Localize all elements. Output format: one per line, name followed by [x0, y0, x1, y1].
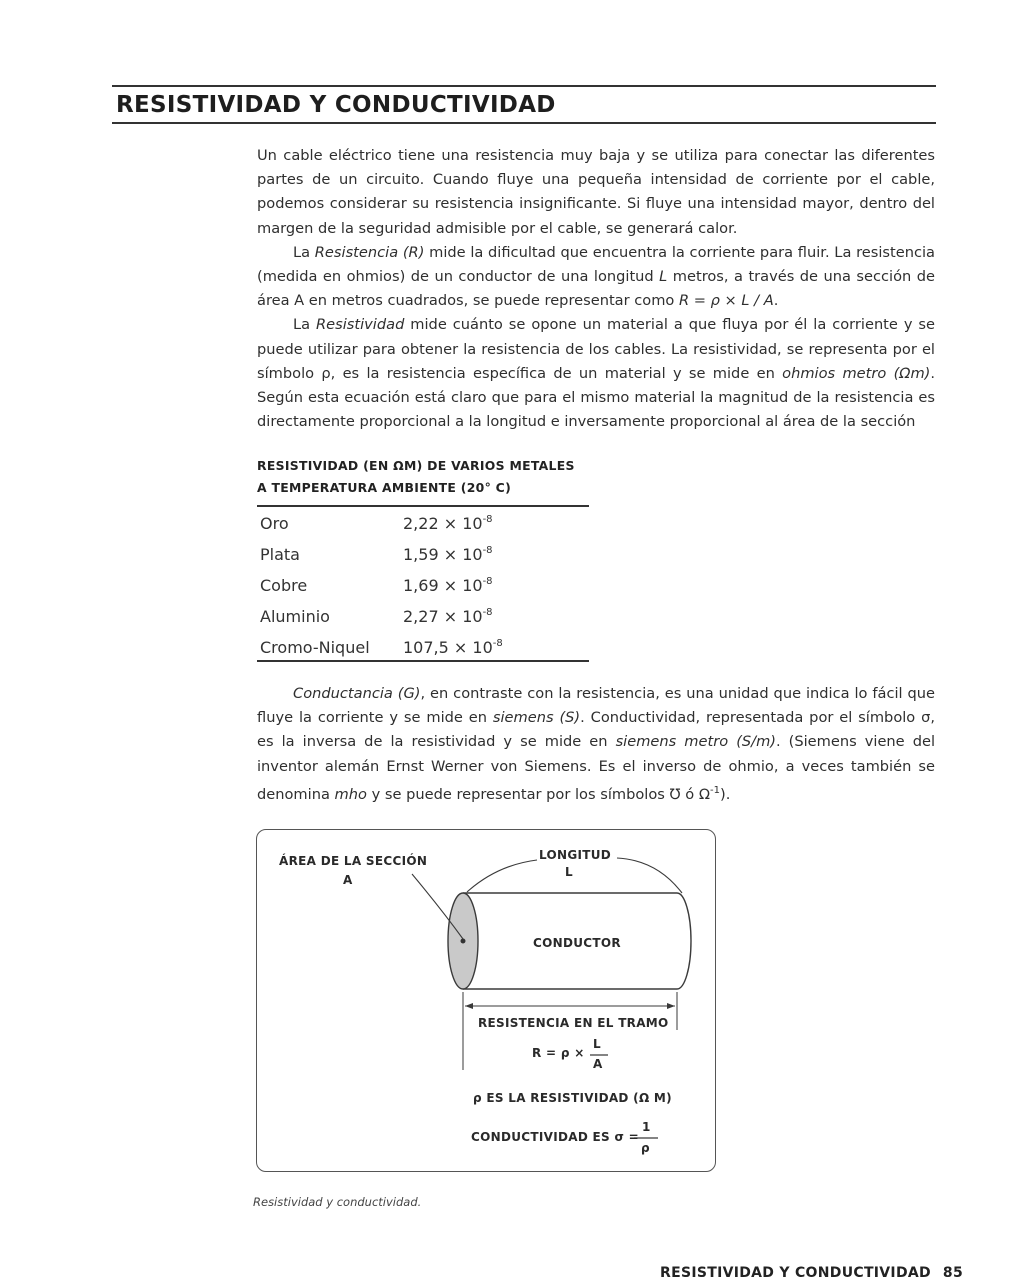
resistivity-value: $1,69 \times 10^{-8}$ [403, 576, 493, 595]
conductance-paragraph: Conductancia (G), en contraste con la resistencia, es una unidad que indica lo fácil que fluye la corriente y se mide en siemens (S). Conductividad, representada por el símbolo σ, es la inversa de la resistividad y se mide en siemens metro (S/m). (Siemens viene del inventor alemán Ernst Werner von Siemens. Es el inverso de ohmio, a veces también se denomina mho y se puede representar por los símbolos ℧ ó $\Omega^{-1}$). [257, 685, 935, 803]
conductivity-denominator: ρ [641, 1141, 650, 1155]
figure-caption: Resistividad y conductividad. [253, 1195, 422, 1209]
title-rule-bottom [112, 122, 936, 124]
page-number: 85 [942, 1265, 964, 1281]
section-point [461, 939, 466, 944]
intro-paragraph-1: Un cable eléctrico tiene una resistencia muy baja y se utiliza para conectar las diferentes partes de un circuito. Cuando fluye una pequeña intensidad de corriente por el cable, podemos considerar su resistencia insignificante. Si fluye una intensidad mayor, dentro del margen de la seguridad admisible por el cable, se generará calor. [257, 147, 935, 237]
title-rule-top [112, 85, 936, 87]
conductance-text [257, 682, 935, 807]
table-row [260, 539, 590, 570]
resistivity-value: $2,27 \times 10^{-8}$ [403, 607, 493, 626]
resistance-formula: R = ρ × [532, 1046, 585, 1060]
resistivity-value: $107,5 \times 10^{-8}$ [403, 638, 503, 657]
length-symbol: L [565, 865, 573, 879]
table-row [260, 508, 590, 539]
resistance-label: RESISTENCIA EN EL TRAMO [478, 1016, 669, 1030]
fraction-denominator: A [593, 1057, 603, 1071]
length-label: LONGITUD [539, 848, 612, 862]
conductivity-numerator: 1 [642, 1120, 651, 1134]
length-arc-left [467, 860, 537, 892]
metal-name: Oro [260, 514, 289, 533]
page-footer [660, 1265, 963, 1281]
rho-label: ρ ES LA RESISTIVIDAD (Ω M) [473, 1091, 672, 1105]
area-label: ÁREA DE LA SECCIÓN [279, 854, 428, 868]
length-arc-right [617, 858, 682, 893]
resistivity-value: $2,22 \times 10^{-8}$ [403, 514, 493, 533]
intro-text [257, 144, 935, 434]
dimension-arrowhead-left [465, 1003, 473, 1009]
conductivity-label: CONDUCTIVIDAD ES σ = [471, 1130, 639, 1144]
table-rule-bottom [257, 660, 589, 662]
conductor-label: CONDUCTOR [533, 936, 621, 950]
metal-name: Cromo-Niquel [260, 638, 370, 657]
table-rule-top [257, 505, 589, 507]
area-symbol: A [343, 873, 353, 887]
intro-paragraph-2: La Resistencia (R) mide la dificultad que encuentra la corriente para fluir. La resistencia (medida en ohmios) de un conductor de una longitud L metros, a través de una sección de área A en metros cuadrados, se puede representar como R = ρ × L / A. [257, 243, 935, 310]
resistivity-value: $1,59 \times 10^{-8}$ [403, 545, 493, 564]
resistivity-diagram [256, 829, 716, 1172]
dimension-arrowhead-right [667, 1003, 675, 1009]
table-row [260, 570, 590, 601]
table-row [260, 632, 590, 663]
metal-name: Aluminio [260, 607, 330, 626]
page-title: RESISTIVIDAD Y CONDUCTIVIDAD [116, 92, 556, 118]
metal-name: Plata [260, 545, 300, 564]
intro-paragraph-3: La Resistividad mide cuánto se opone un material a que fluya por él la corriente y se puede utilizar para obtener la resistencia de los cables. La resistividad, se representa por el símbolo ρ, es la resistencia específica de un material y se mide en ohmios metro (Ωm). Según esta ecuación está claro que para el mismo material la magnitud de la resistencia es directamente proporcional a la longitud e inversamente proporcional al área de la sección [257, 316, 936, 431]
footer-title: RESISTIVIDAD Y CONDUCTIVIDAD [660, 1265, 931, 1281]
table-row [260, 601, 590, 632]
metal-name: Cobre [260, 576, 308, 595]
table-title: RESISTIVIDAD (EN ΩM) DE VARIOS METALES A TEMPERATURA AMBIENTE (20° C) [257, 458, 575, 495]
fraction-numerator: L [593, 1037, 601, 1051]
